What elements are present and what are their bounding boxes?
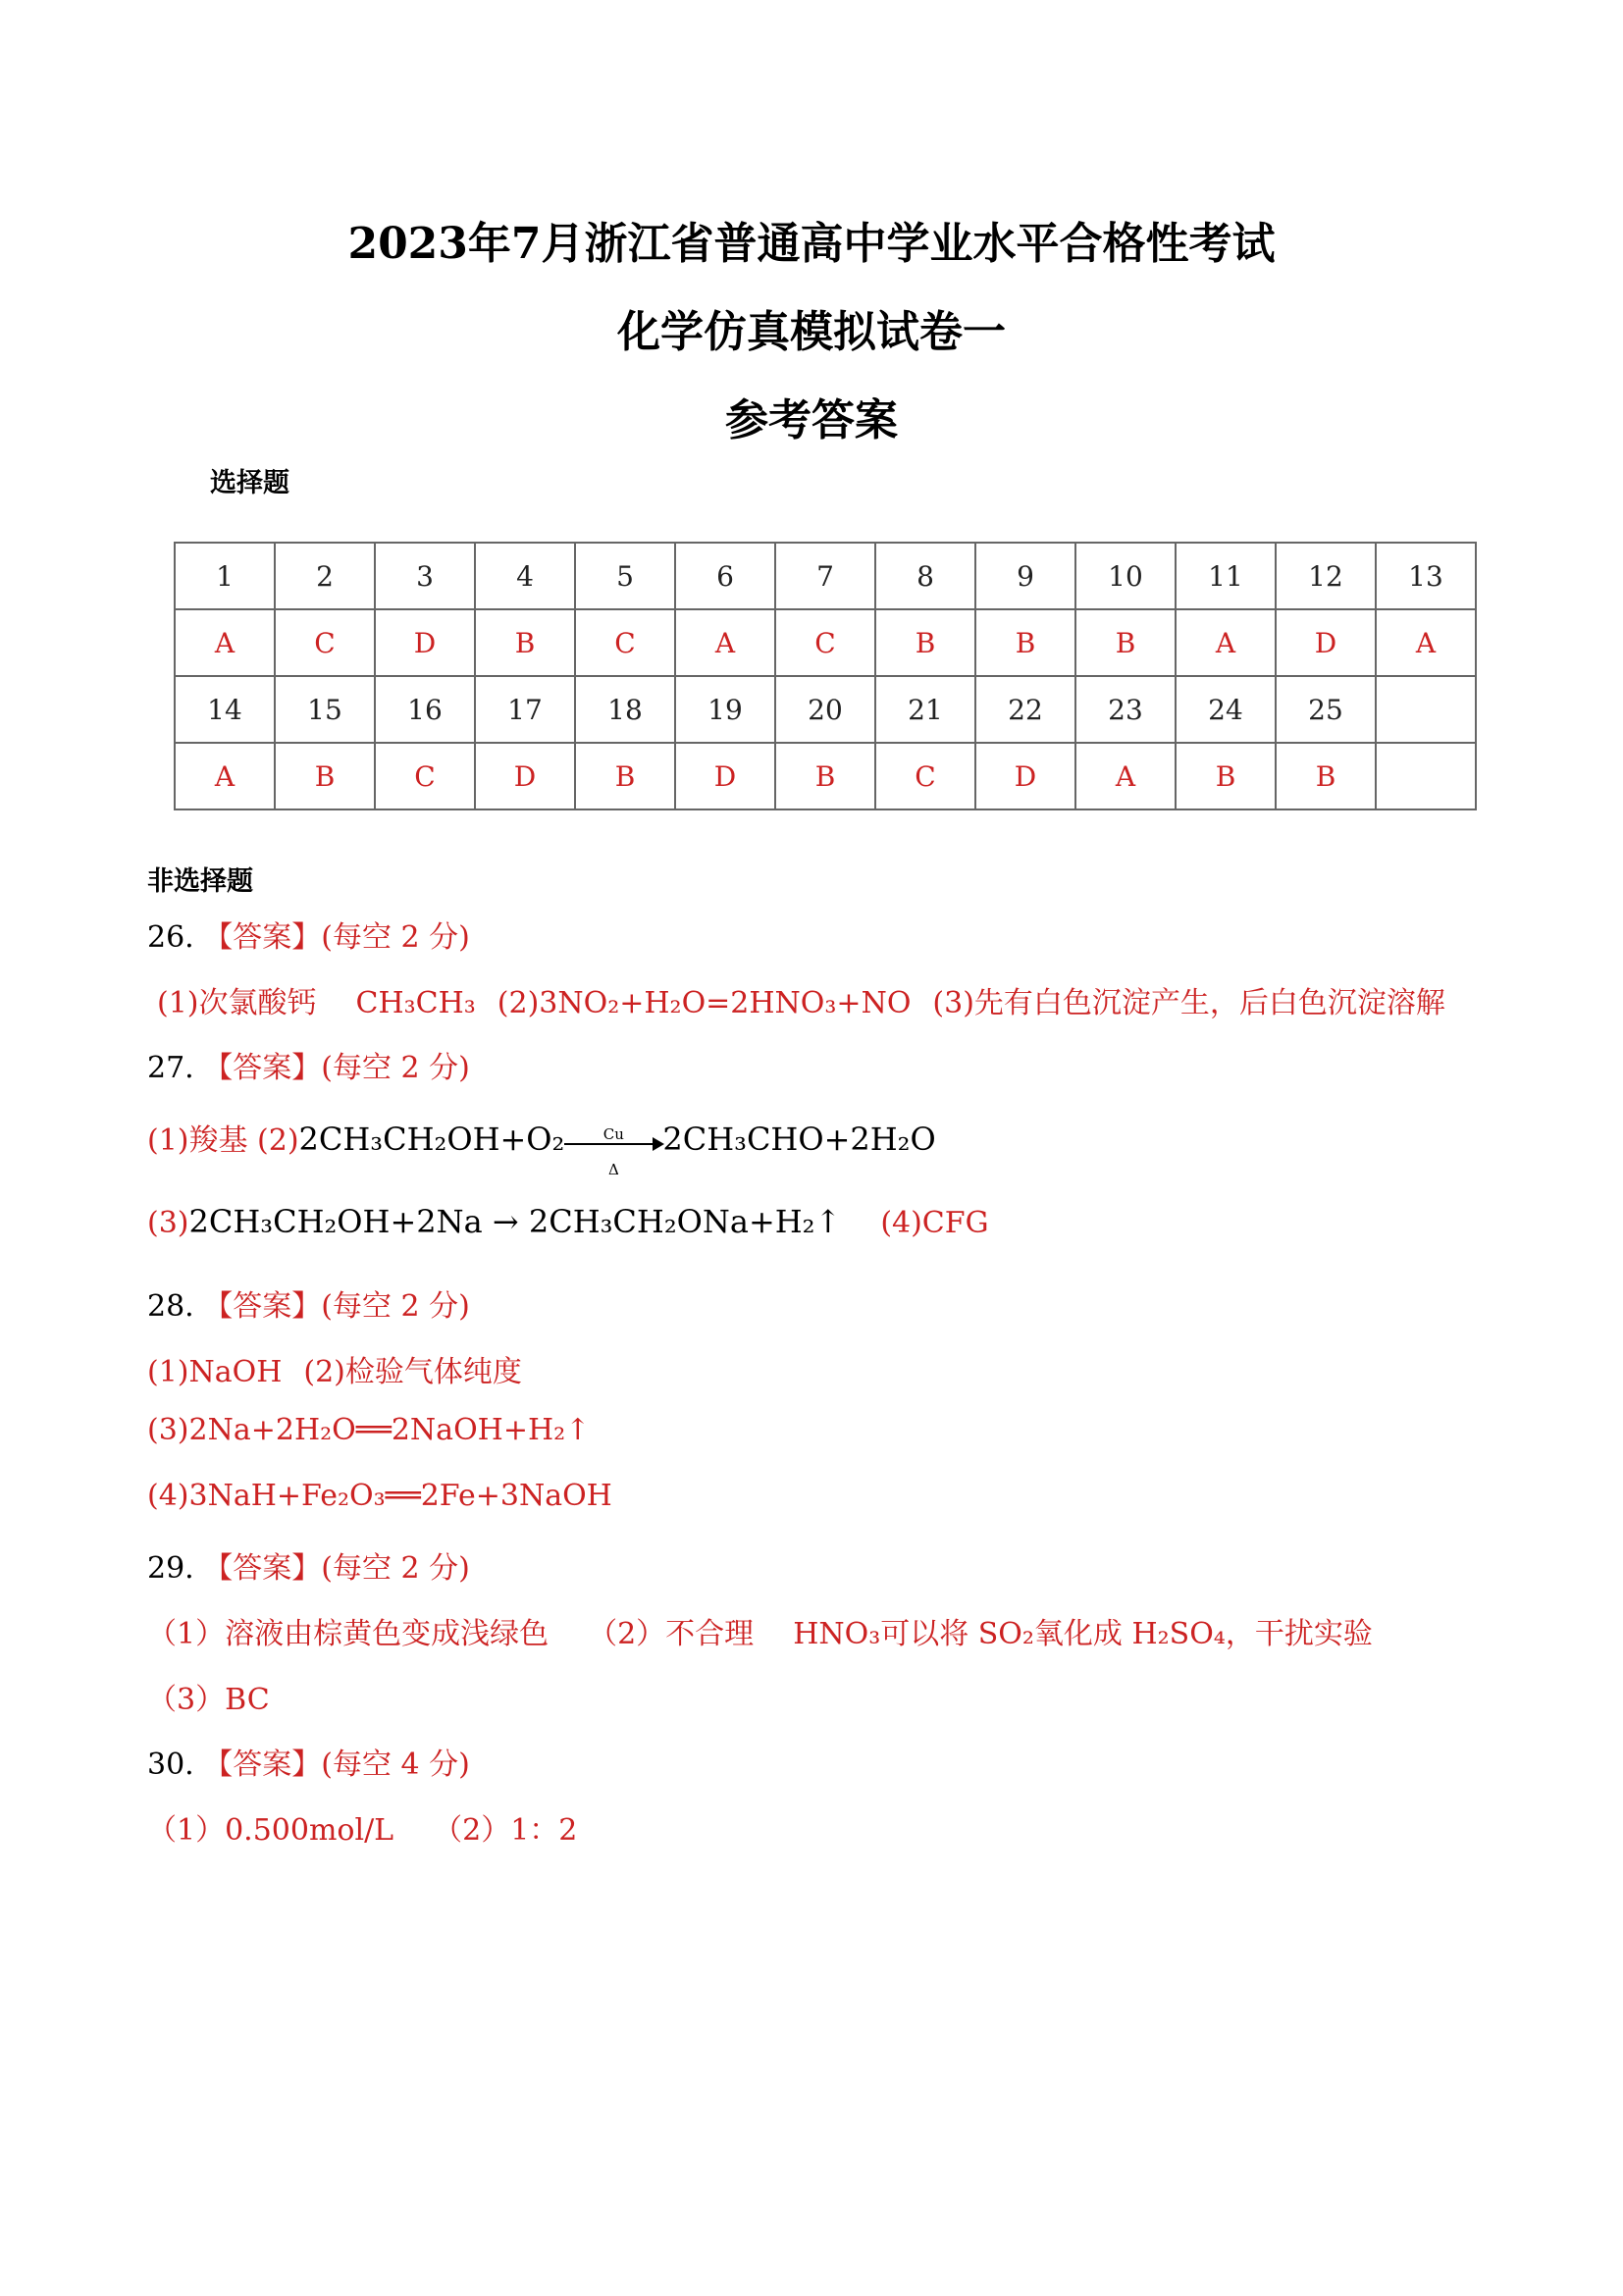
q27-answer-line-2	[147, 1203, 989, 1240]
q30-answer-tag: 【答案】	[203, 1748, 322, 1782]
heat-label: Δ	[607, 1161, 619, 1178]
answer-key-title: 参考答案	[725, 395, 898, 445]
q27-part2-label: (2)	[257, 1123, 299, 1158]
q29-answer-line-2	[147, 1675, 270, 1718]
q27-part1: (1)羧基	[147, 1123, 248, 1158]
question-number: 19	[675, 676, 775, 743]
q27-part3-label: (3)	[147, 1206, 189, 1240]
empty-cell	[1376, 676, 1476, 743]
q28-answer-line-1	[147, 1347, 522, 1390]
answer-cell: C	[275, 609, 375, 676]
question-number: 21	[875, 676, 975, 743]
q28-number: 28.	[147, 1289, 204, 1324]
q29-answer-tag: 【答案】	[203, 1551, 322, 1586]
answer-cell: B	[875, 609, 975, 676]
q27-number: 27.	[147, 1051, 204, 1085]
question-number: 17	[475, 676, 575, 743]
q26-points: (每空 2 分)	[321, 920, 470, 955]
non-multiple-choice-heading: 非选择题	[147, 866, 253, 897]
question-number: 11	[1176, 543, 1276, 609]
empty-cell	[1376, 743, 1476, 809]
answer-cell: A	[175, 743, 275, 809]
q27-header	[147, 1043, 470, 1086]
q29-header	[147, 1543, 470, 1587]
question-number: 1	[175, 543, 275, 609]
answer-cell: C	[775, 609, 875, 676]
q28-answer-tag: 【答案】	[203, 1289, 322, 1324]
q28-part1: (1)NaOH	[147, 1355, 283, 1389]
q27-answer-line-1	[147, 1116, 936, 1178]
q30-answer-line	[147, 1805, 577, 1849]
question-number: 14	[175, 676, 275, 743]
question-number: 20	[775, 676, 875, 743]
question-number: 13	[1376, 543, 1476, 609]
question-number: 2	[275, 543, 375, 609]
table-row-answers-2	[175, 743, 1476, 809]
question-number: 10	[1075, 543, 1176, 609]
question-number: 12	[1276, 543, 1376, 609]
exam-title: 2023年7月浙江省普通高中学业水平合格性考试	[347, 219, 1276, 269]
q30-header	[147, 1740, 470, 1783]
answer-cell: D	[1276, 609, 1376, 676]
question-number: 24	[1176, 676, 1276, 743]
q26-part2: (2)3NO₂+H₂O=2HNO₃+NO	[497, 986, 912, 1020]
answer-cell: B	[975, 609, 1075, 676]
q30-part1: （1）0.500mol/L	[147, 1813, 394, 1848]
answer-cell: A	[1376, 609, 1476, 676]
q27-equation-right: 2CH₃CHO+2H₂O	[662, 1121, 936, 1158]
question-number: 5	[575, 543, 675, 609]
q28-answer-line-2	[147, 1413, 590, 1447]
q30-number: 30.	[147, 1748, 204, 1782]
q29-part2: （2）不合理	[588, 1617, 755, 1651]
reaction-arrow	[564, 1125, 662, 1178]
q27-part4: (4)CFG	[880, 1206, 989, 1240]
q30-part2: （2）1：2	[433, 1813, 578, 1848]
q28-header	[147, 1281, 470, 1325]
answer-cell: B	[1075, 609, 1176, 676]
question-number: 9	[975, 543, 1075, 609]
q26-header	[147, 913, 470, 956]
q26-answer-line	[157, 978, 1445, 1021]
answer-cell: B	[275, 743, 375, 809]
table-row-numbers-2	[175, 676, 1476, 743]
q29-answer-line-1	[147, 1609, 1373, 1652]
table-row-numbers-1	[175, 543, 1476, 609]
q27-equation-left: 2CH₃CH₂OH+O₂	[298, 1121, 565, 1158]
q26-part1: (1)次氯酸钙	[157, 986, 317, 1020]
q27-equation-3: 2CH₃CH₂OH+2Na → 2CH₃CH₂ONa+H₂↑	[188, 1203, 842, 1240]
question-number: 16	[375, 676, 475, 743]
q26-answer-tag: 【答案】	[203, 920, 322, 955]
q28-answer-line-3	[147, 1479, 612, 1513]
answer-cell: B	[1276, 743, 1376, 809]
answer-cell: C	[875, 743, 975, 809]
multiple-choice-heading: 选择题	[210, 468, 289, 498]
answer-cell: A	[1075, 743, 1176, 809]
question-number: 18	[575, 676, 675, 743]
answer-cell: C	[375, 743, 475, 809]
q28-part3: (3)2Na+2H₂O══2NaOH+H₂↑	[147, 1413, 591, 1447]
answer-cell: D	[475, 743, 575, 809]
answer-cell: B	[475, 609, 575, 676]
question-number: 8	[875, 543, 975, 609]
multiple-choice-answer-table	[174, 542, 1477, 810]
q29-part3: （3）BC	[147, 1683, 270, 1717]
answer-cell: B	[575, 743, 675, 809]
answer-cell: B	[775, 743, 875, 809]
answer-cell: D	[675, 743, 775, 809]
q27-answer-tag: 【答案】	[203, 1051, 322, 1085]
answer-cell: A	[1176, 609, 1276, 676]
q28-part4: (4)3NaH+Fe₂O₃══2Fe+3NaOH	[147, 1479, 612, 1513]
table-row-answers-1	[175, 609, 1476, 676]
q28-points: (每空 2 分)	[321, 1289, 470, 1324]
question-number: 4	[475, 543, 575, 609]
answer-cell: D	[975, 743, 1075, 809]
answer-cell: A	[175, 609, 275, 676]
q26-part1b: CH₃CH₃	[355, 986, 476, 1020]
q26-part3: (3)先有白色沉淀产生，后白色沉淀溶解	[932, 986, 1445, 1020]
exam-subtitle: 化学仿真模拟试卷一	[617, 307, 1006, 357]
q29-number: 29.	[147, 1551, 204, 1586]
q27-points: (每空 2 分)	[321, 1051, 470, 1085]
q30-points: (每空 4 分)	[321, 1748, 470, 1782]
question-number: 22	[975, 676, 1075, 743]
question-number: 25	[1276, 676, 1376, 743]
question-number: 3	[375, 543, 475, 609]
question-number: 23	[1075, 676, 1176, 743]
q29-part1: （1）溶液由棕黄色变成浅绿色	[147, 1617, 550, 1651]
question-number: 15	[275, 676, 375, 743]
q26-number: 26.	[147, 920, 204, 955]
question-number: 7	[775, 543, 875, 609]
catalyst-label: Cu	[602, 1125, 624, 1143]
answer-cell: D	[375, 609, 475, 676]
q29-points: (每空 2 分)	[321, 1551, 470, 1586]
answer-cell: B	[1176, 743, 1276, 809]
question-number: 6	[675, 543, 775, 609]
answer-cell: C	[575, 609, 675, 676]
q28-part2: (2)检验气体纯度	[303, 1355, 522, 1389]
answer-cell: A	[675, 609, 775, 676]
q29-part2b: HNO₃可以将 SO₂氧化成 H₂SO₄，干扰实验	[793, 1617, 1373, 1651]
